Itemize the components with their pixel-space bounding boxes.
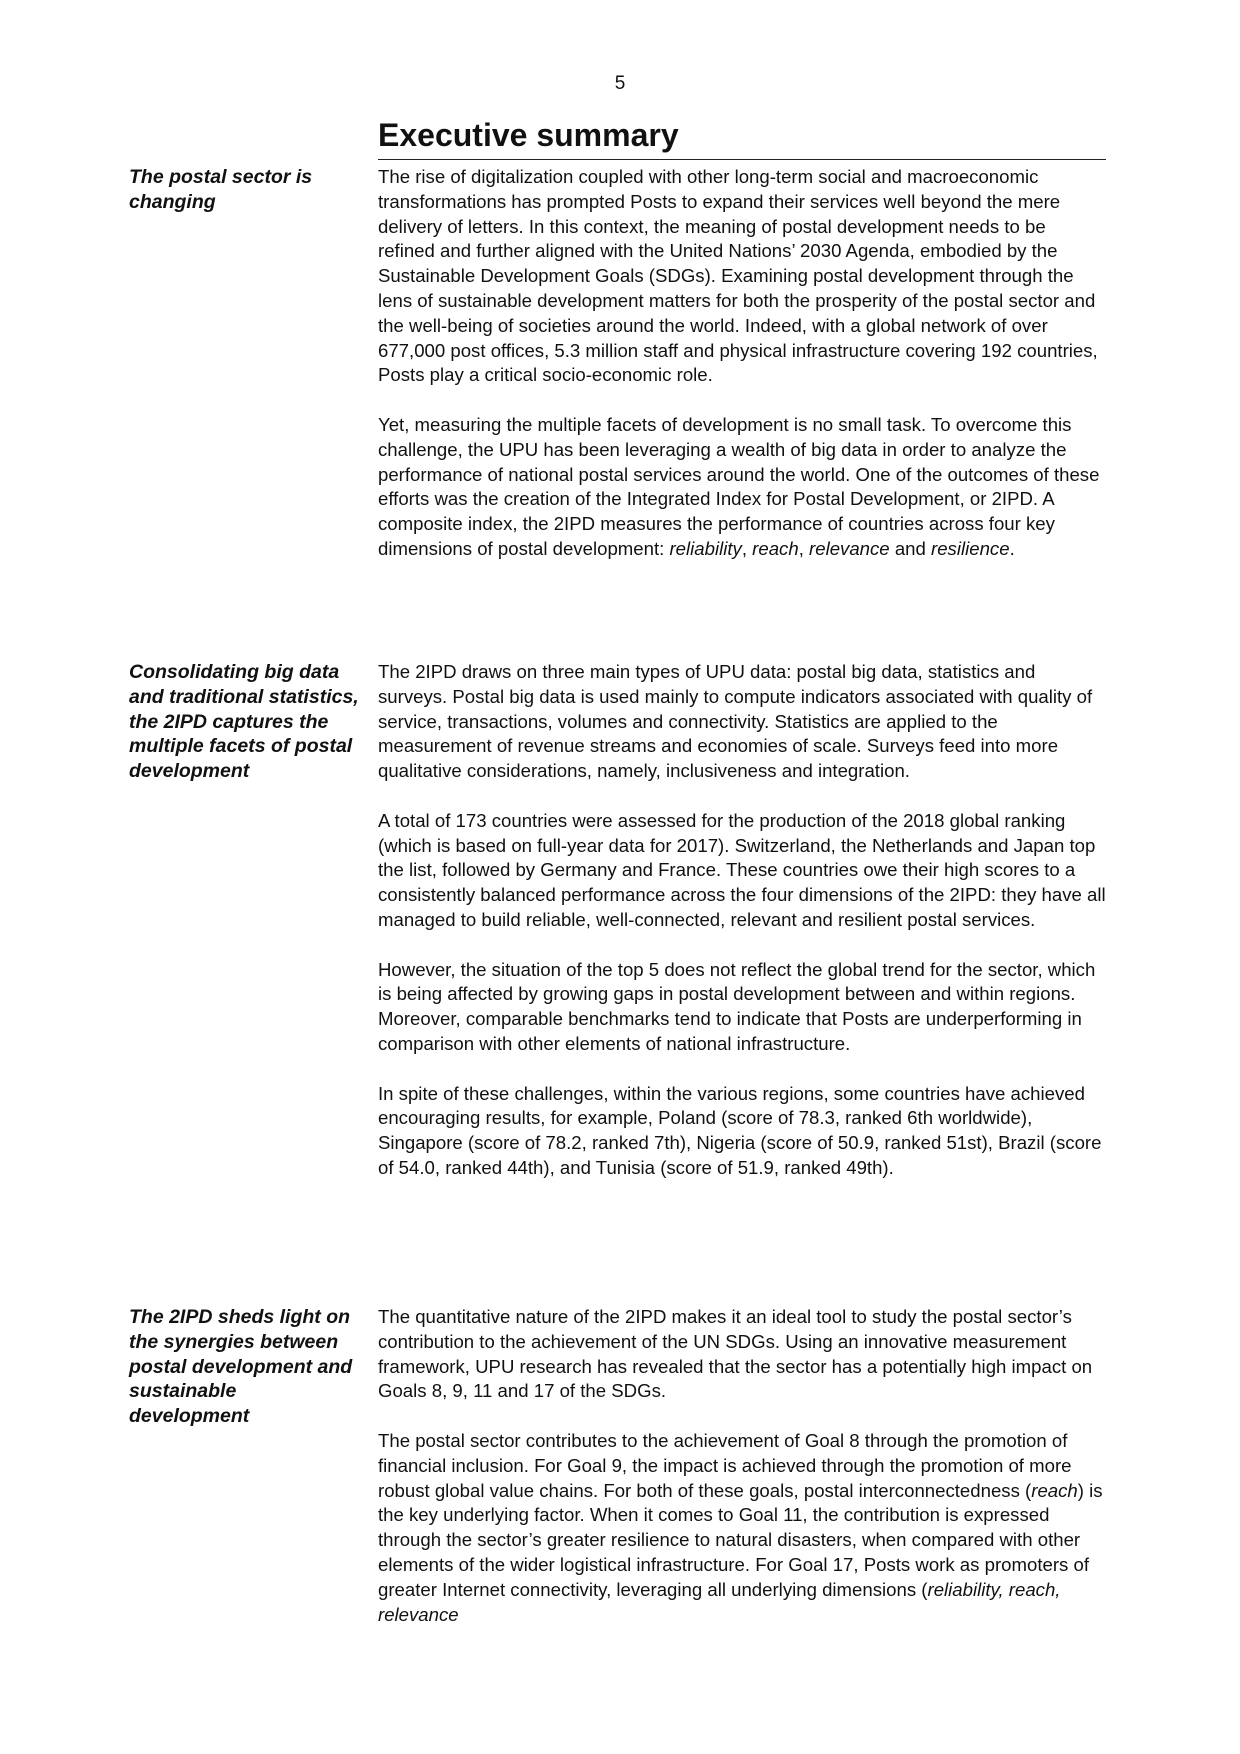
paragraph: [378, 1429, 1106, 1627]
text-run: Yet, measuring the multiple facets of development is no small task. To overcome this challenge, the UPU has been leveraging a wealth of big data in order to analyze the performance of national postal services around the world. One of the outcomes of these efforts was the creation of the Integrated Index for Postal Development, or 2IPD. A composite index, the 2IPD measures the performance of countries across four key dimensions of postal development:: [378, 413, 1100, 559]
paragraph: [378, 413, 1106, 562]
text-run: ) is the key underlying factor. When it comes to Goal 11, the contribution is expressed through the sector’s greater resilience to natural disasters, when compared with other elements of the wider logistical infrastructure. For Goal 17, Posts work as promoters of greater Internet connectivity, leveraging all underlying dimensions (: [378, 1479, 1103, 1600]
text-run: The quantitative nature of the 2IPD makes it an ideal tool to study the postal sector’s contribution to the achievement of the UN SDGs. Using an innovative measurement framework, UPU research has revealed that the sector has a potentially high impact on Goals 8, 9, 11 and 17 of the SDGs.: [378, 1306, 1093, 1402]
paragraph: [378, 165, 1106, 388]
text-run: The postal sector contributes to the achievement of Goal 8 through the promotion of financial inclusion. For Goal 9, the impact is achieved through the promotion of more robust global value chains. For both of these goals, postal interconnectedness (: [378, 1429, 1072, 1501]
text-run: and: [889, 537, 932, 559]
side-heading: The postal sector is changing: [129, 166, 313, 213]
text-run: However, the situation of the top 5 does not reflect the global trend for the sector, which is being affected by growing gaps in postal development between and within regions. Moreover, comparable benchmarks tend to indicate that Posts are underperforming in comparison with other elements of national infrastructure.: [378, 958, 1096, 1054]
section-body: [378, 660, 1106, 1181]
text-run: ,: [798, 537, 810, 559]
page-title: Executive summary: [378, 114, 1106, 160]
section-body: [378, 1305, 1106, 1627]
text-run: In spite of these challenges, within the various regions, some countries have achieved encouraging results, for example, Poland (score of 78.3, ranked 6th worldwide), Singapore (score of 78.2, ranked 7th), Nigeria (score of 50.9, ranked 51st), Brazil (score of 54.0, ranked 44th), and Tunisia (score of 51.9, ranked 49th).: [378, 1082, 1102, 1178]
paragraph: [378, 660, 1106, 784]
text-run: .: [1009, 537, 1015, 559]
page-number: 5: [614, 73, 626, 94]
paragraph: [378, 1305, 1106, 1404]
text-run: The 2IPD draws on three main types of UPU data: postal big data, statistics and surveys. Postal big data is used mainly to compute indicators associated with quality of service, transactions, volumes and connectivity. Statistics are applied to the measurement of revenue streams and economies of scale. Surveys feed into more qualitative considerations, namely, inclusiveness and integration.: [378, 661, 1093, 782]
side-heading: Consolidating big data and traditional statistics, the 2IPD captures the multiple facets of postal development: [129, 661, 359, 783]
side-heading: The 2IPD sheds light on the synergies between postal development and sustainable development: [129, 1306, 353, 1428]
emphasis-reach: reach: [752, 537, 799, 559]
emphasis-relevance: relevance: [809, 537, 890, 559]
emphasis-dimensions: reliability, reach, relevance: [378, 1578, 1061, 1625]
section-body: [378, 165, 1106, 562]
emphasis-reach: reach: [1031, 1479, 1078, 1501]
paragraph: [378, 1082, 1106, 1181]
paragraph: [378, 809, 1106, 933]
text-run: A total of 173 countries were assessed for the production of the 2018 global ranking (which is based on full-year data for 2017). Switzerland, the Netherlands and Japan top the list, followed by Germany and France. These countries owe their high scores to a consistently balanced performance across the four dimensions of the 2IPD: they have all managed to build reliable, well-connected, relevant and resilient postal services.: [378, 809, 1106, 930]
text-run: ,: [741, 537, 753, 559]
emphasis-resilience: resilience: [931, 537, 1010, 559]
emphasis-reliability: reliability: [669, 537, 742, 559]
paragraph: [378, 958, 1106, 1057]
text-run: The rise of digitalization coupled with other long-term social and macroeconomic transformations has prompted Posts to expand their services well beyond the mere delivery of letters. In this context, the meaning of postal development needs to be refined and further aligned with the United Nations’ 2030 Agenda, embodied by the Sustainable Development Goals (SDGs). Examining postal development through the lens of sustainable development matters for both the prosperity of the postal sector and the well-being of societies around the world. Indeed, with a global network of over 677,000 post offices, 5.3 million staff and physical infrastructure covering 192 countries, Posts play a critical socio-economic role.: [378, 166, 1098, 386]
